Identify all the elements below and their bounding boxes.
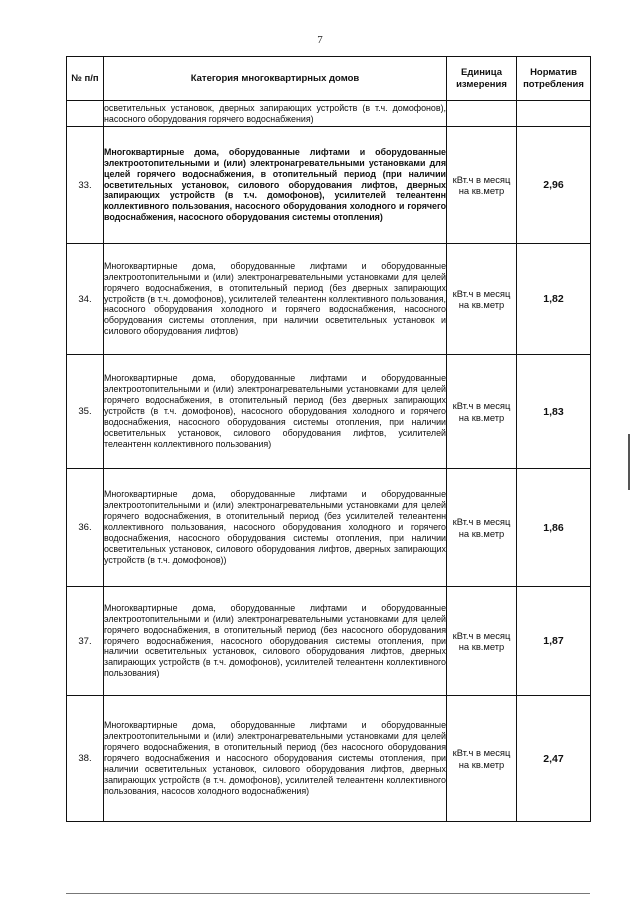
row-category: Многоквартирные дома, оборудованные лифтами и оборудованные электроотопительными и (или) электронагревательными установками для целей горячего водоснабжения, в отопительный период (при наличии осветительных установок, силового оборудования лифтов, дверных запирающих устройств (в т.ч. домофонов), усилителей телеантенн коллективного пользования, насосного оборудования холодного и горячего водоснабжения, насосного оборудования системы отопления) (104, 127, 447, 244)
row-norm-cell (517, 101, 591, 127)
row-norm: 1,82 (517, 244, 591, 355)
header-category: Категория многоквартирных домов (104, 57, 447, 101)
row-norm: 2,47 (517, 696, 591, 822)
row-number-cell (67, 101, 104, 127)
page-bottom-divider (66, 893, 590, 894)
row-norm: 1,86 (517, 469, 591, 587)
row-number: 38. (67, 696, 104, 822)
table-row (67, 587, 591, 696)
table-row (67, 696, 591, 822)
table-row (67, 127, 591, 244)
row-unit: кВт.ч в месяц на кв.метр (447, 469, 517, 587)
row-category: Многоквартирные дома, оборудованные лифтами и оборудованные электроотопительными и (или) электронагревательными установками для целей горячего водоснабжения, в отопительный период (без насосного оборудования горячего водоснабжения и насосного оборудования системы отопления, при наличии осветительных установок, силового оборудования лифтов, дверных запирающих устройств (в т.ч. домофонов), усилителей телеантенн коллективного пользования, насосов холодного водоснабжения) (104, 696, 447, 822)
row-category: Многоквартирные дома, оборудованные лифтами и оборудованные электроотопительными и (или) электронагревательными установками для целей горячего водоснабжения, в отопительный период (без дверных запирающих устройств (в т.ч. домофонов), усилителей телеантенн коллективного пользования, насосного оборудования холодного и горячего водоснабжения, насосного оборудования системы отопления, при наличии осветительных установок и силового оборудования лифтов) (104, 244, 447, 355)
row-unit-cell (447, 101, 517, 127)
row-number: 37. (67, 587, 104, 696)
row-norm: 2,96 (517, 127, 591, 244)
table-row (67, 469, 591, 587)
page-number: 7 (317, 34, 323, 46)
header-number: № п/п (67, 57, 104, 101)
row-number: 36. (67, 469, 104, 587)
row-norm: 1,83 (517, 355, 591, 469)
table-row-continuation (67, 101, 591, 127)
row-category: Многоквартирные дома, оборудованные лифтами и оборудованные электроотопительными и (или) электронагревательными установками для целей горячего водоснабжения, в отопительный период (без дверных запирающих устройств (в т.ч. домофонов), насосного оборудования холодного и горячего водоснабжения, насосного оборудования системы отопления, при наличии осветительных установок, силового оборудования лифтов, усилителей телеантенн коллективного пользования) (104, 355, 447, 469)
table-row (67, 355, 591, 469)
row-unit: кВт.ч в месяц на кв.метр (447, 587, 517, 696)
row-number: 34. (67, 244, 104, 355)
row-number: 33. (67, 127, 104, 244)
row-unit: кВт.ч в месяц на кв.метр (447, 127, 517, 244)
row-unit: кВт.ч в месяц на кв.метр (447, 244, 517, 355)
consumption-norms-table (66, 56, 591, 822)
row-unit: кВт.ч в месяц на кв.метр (447, 355, 517, 469)
table-header-row (67, 57, 591, 101)
row-category-cell: осветительных установок, дверных запирающих устройств (в т.ч. домофонов), насосного оборудования горячего водоснабжения) (104, 101, 447, 127)
row-category: Многоквартирные дома, оборудованные лифтами и оборудованные электроотопительными и (или) электронагревательными установками для целей горячего водоснабжения, в отопительный период (без насосного оборудования горячего водоснабжения, насосного оборудования системы отопления, при наличии осветительных установок, силового оборудования лифтов, дверных запирающих устройств (в т.ч. домофонов), усилителей телеантенн коллективного пользования) (104, 587, 447, 696)
row-category: Многоквартирные дома, оборудованные лифтами и оборудованные электроотопительными и (или) электронагревательными установками для целей горячего водоснабжения, в отопительный период (без усилителей телеантенн коллективного пользования, насосного оборудования холодного и горячего водоснабжения, насосного оборудования системы отопления, при наличии осветительных установок, силового оборудования лифтов, дверных запирающих устройств (в т.ч. домофонов)) (104, 469, 447, 587)
header-norm: Норматив потребления (517, 57, 591, 101)
scan-edge-mark (628, 434, 630, 490)
table-row (67, 244, 591, 355)
row-number: 35. (67, 355, 104, 469)
row-norm: 1,87 (517, 587, 591, 696)
header-unit: Единица измерения (447, 57, 517, 101)
row-unit: кВт.ч в месяц на кв.метр (447, 696, 517, 822)
